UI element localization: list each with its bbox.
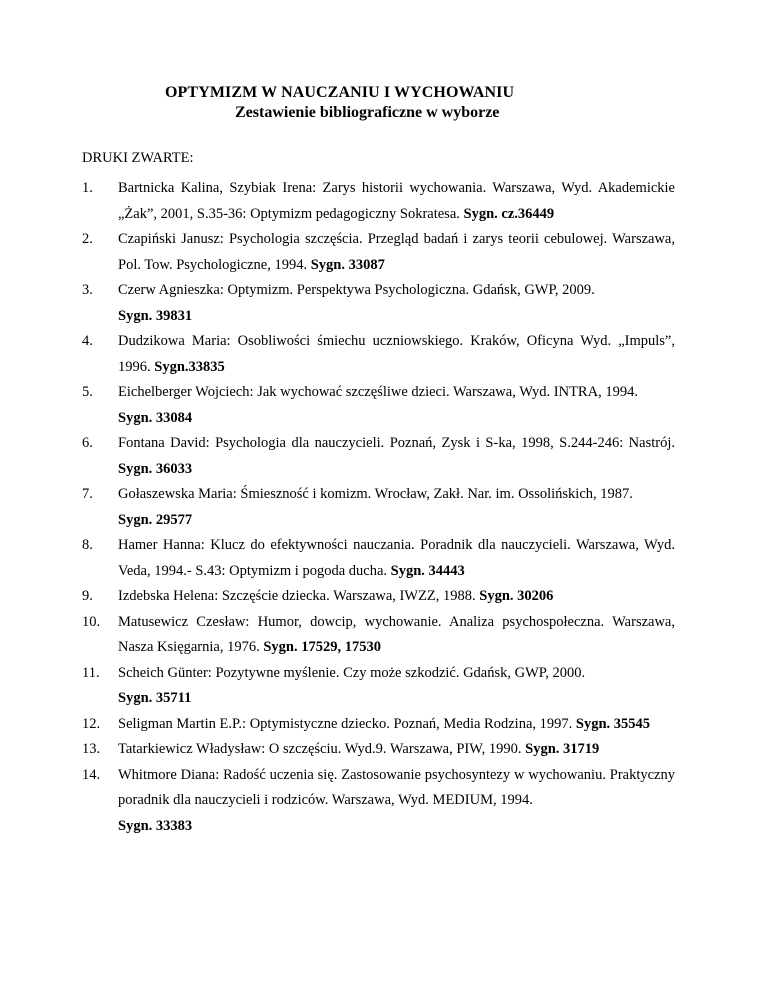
entry-text: Bartnicka Kalina, Szybiak Irena: Zarys historii wychowania. Warszawa, Wyd. Akademickie „Żak”, 2001, S.35-36: Optymizm pedagogiczny Sokratesa. [118,180,675,222]
bibliography-entry [82,610,675,661]
bibliography-entry [82,533,675,584]
section-heading: DRUKI ZWARTE: [82,150,194,166]
entry-text: Izdebska Helena: Szczęście dziecka. Warszawa, IWZZ, 1988. [118,588,476,604]
entry-signature: Sygn. 33084 [118,409,193,426]
entry-number: 11. [82,664,100,681]
entry-signature: Sygn. 29577 [118,511,193,528]
bibliography-entry [82,227,675,278]
entry-signature: Sygn. 35711 [118,690,192,706]
bibliography-entry [82,329,675,380]
entry-text: Matusewicz Czesław: Humor, dowcip, wychowanie. Analiza psychospołeczna. Warszawa, Nasza Księgarnia, 1976. [118,613,675,655]
entry-number: 2. [82,231,93,247]
bibliography-entry [82,278,675,329]
entry-signature: Sygn.33835 [154,358,225,375]
entry-text: Eichelberger Wojciech: Jak wychować szczęśliwe dzieci. Warszawa, Wyd. INTRA, 1994. [118,384,638,400]
entry-text: Whitmore Diana: Radość uczenia się. Zastosowanie psychosyntezy w wychowaniu. Praktyczny poradnik dla nauczycieli i rodziców. Warszawa, Wyd. MEDIUM, 1994. [118,766,675,808]
entry-text: Seligman Martin E.P.: Optymistyczne dziecko. Poznań, Media Rodzina, 1997. [118,715,573,732]
bibliography-entry [82,712,675,738]
entry-text: Czapiński Janusz: Psychologia szczęścia. Przegląd badań i zarys teorii cebulowej. Warszawa, Pol. Tow. Psychologiczne, 1994. [118,231,675,273]
bibliography-entry [82,380,675,431]
entry-signature: Sygn. 33087 [310,256,385,273]
entry-text: Scheich Günter: Pozytywne myślenie. Czy może szkodzić. Gdańsk, GWP, 2000. [118,664,586,681]
entry-signature: Sygn. 31719 [525,741,600,757]
entry-signature: Sygn. cz.36449 [463,205,555,222]
entry-number: 1. [82,180,93,196]
entry-signature: Sygn. 35545 [575,715,651,732]
entry-number: 3. [82,282,93,298]
entry-text: Tatarkiewicz Władysław: O szczęściu. Wyd.9. Warszawa, PIW, 1990. [118,741,522,757]
entry-number: 5. [82,384,93,400]
entry-number: 7. [82,486,93,502]
entry-number: 4. [82,333,93,349]
entry-text: Dudzikowa Maria: Osobliwości śmiechu uczniowskiego. Kraków, Oficyna Wyd. „Impuls”, 1996. [118,333,675,375]
entry-text: Czerw Agnieszka: Optymizm. Perspektywa Psychologiczna. Gdańsk, GWP, 2009. [118,282,595,298]
bibliography-entry [82,482,675,533]
entry-text: Hamer Hanna: Klucz do efektywności nauczania. Poradnik dla nauczycieli. Warszawa, Wyd. Veda, 1994.- S.43: Optymizm i pogoda ducha. [118,537,675,579]
bibliography-list [82,176,675,839]
entry-number: 9. [82,588,93,604]
entry-text: Fontana David: Psychologia dla nauczycieli. Poznań, Zysk i S-ka, 1998, S.244-246: Nastrój. [118,435,675,451]
bibliography-entry [82,661,675,712]
entry-signature: Sygn. 39831 [118,307,193,324]
bibliography-entry [82,763,675,840]
entry-number: 8. [82,537,93,553]
entry-number: 12. [82,715,101,732]
bibliography-entry [82,737,675,763]
page-title: OPTYMIZM W NAUCZANIU I WYCHOWANIU [165,84,515,101]
entry-signature: Sygn. 17529, 17530 [263,639,381,655]
entry-number: 14. [82,766,101,783]
entry-number: 10. [82,613,101,630]
entry-signature: Sygn. 36033 [118,460,193,477]
entry-number: 6. [82,435,93,451]
entry-signature: Sygn. 30206 [479,588,554,604]
entry-signature: Sygn. 33383 [118,817,193,834]
entry-text: Gołaszewska Maria: Śmieszność i komizm. Wrocław, Zakł. Nar. im. Ossolińskich, 1987. [118,486,633,502]
entry-number: 13. [82,741,101,757]
page-subtitle: Zestawienie bibliograficzne w wyborze [235,104,500,121]
bibliography-entry [82,584,675,610]
bibliography-entry [82,176,675,227]
entry-signature: Sygn. 34443 [390,562,465,579]
bibliography-entry [82,431,675,482]
